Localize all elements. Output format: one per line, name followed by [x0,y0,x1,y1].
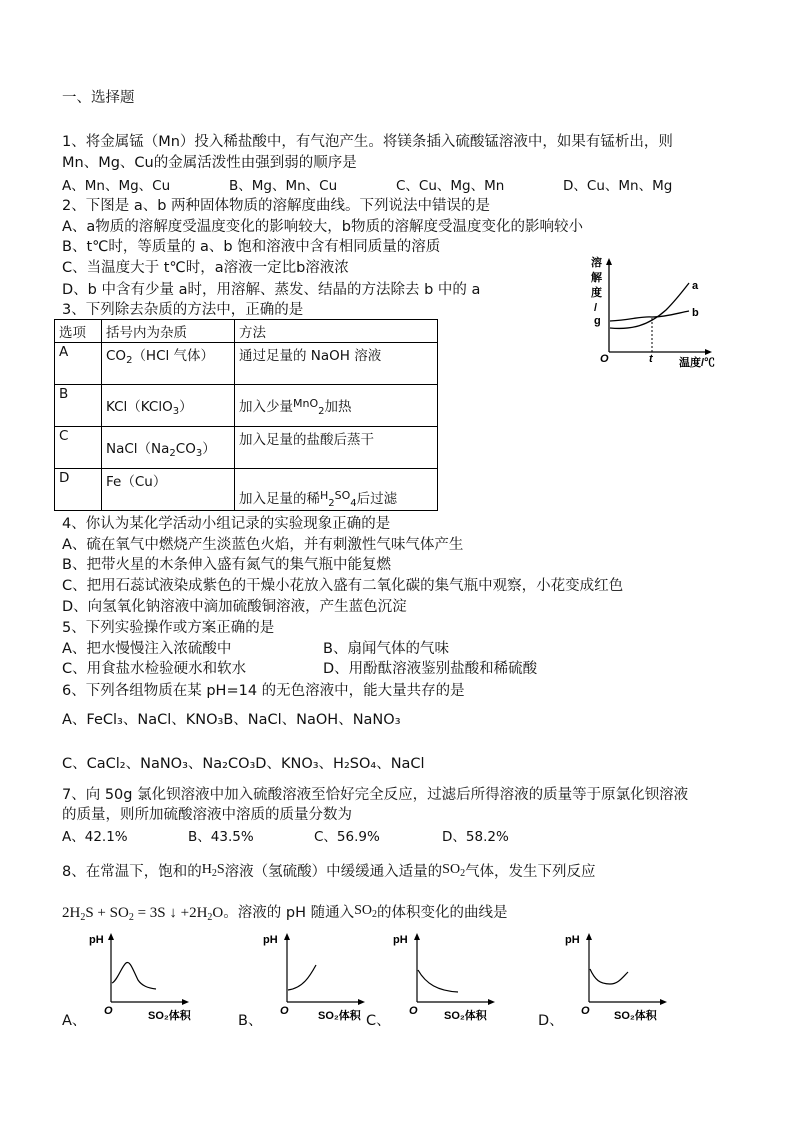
q8-equation-line: $2H_2S + SO_2 = 3S$ ↓ $+2H_2O$。溶液的 pH 随通入$SO_2$的体积变化的曲线是 [62,903,508,923]
header-method: 方法 [235,320,438,343]
curve-a [610,283,689,328]
graph-origin: O [600,353,609,365]
q7-line2: 的质量，则所加硫酸溶液中溶质的质量分数为 [62,807,352,823]
row-b-option: B [55,385,102,427]
q5-option-c: C、用食盐水检验硬水和软水 [62,661,247,677]
q5-option-d: D、用酚酞溶液鉴别盐酸和稀硫酸 [323,661,538,677]
row-a-substance: $CO_2(HCl$ 气体） [102,343,235,385]
q2-option-d: D、b 中含有少量 a时，用溶解、蒸发、结晶的方法除去 b 中的 a [62,282,481,298]
table-row [55,343,438,385]
curve-b-label: b [692,307,699,319]
svg-text:O: O [280,1005,289,1017]
q7-option-c: C、56.9% [314,829,380,845]
svg-text:SO₂体积: SO₂体积 [614,1010,657,1022]
graph-ylabel-2: 解 [591,272,602,284]
curve-b [610,311,689,321]
ph-graph-d [560,928,680,1026]
q2-stem: 2、下图是 a、b 两种固体物质的溶解度曲线。下列说法中错误的是 [62,198,491,214]
row-b-substance: KCl（KClO$_3$） [102,385,235,427]
q7-option-d: D、58.2% [442,829,509,845]
curve-a-label: a [692,280,699,292]
graph-ylabel-3: 度 [591,287,602,299]
q3-stem: 3、下列除去杂质的方法中，正确的是 [62,302,304,318]
svg-text:SO₂体积: SO₂体积 [444,1010,487,1022]
graph-b-letter: B、 [238,1013,263,1029]
row-d-option: D [55,469,102,511]
q8-line1: 8、在常温下，饱和的$H_2S$溶液（氢硫酸）中缓缓通入适量的$SO_2$气体，发生下列反应 [62,862,596,880]
q5-option-a: A、把水慢慢注入浓硫酸中 [62,641,232,657]
graph-ylabel-4: / [594,302,598,314]
q7-line1: 7、向 50g 氯化钡溶液中加入硫酸溶液至恰好完全反应，过滤后所得溶液的质量等于原氯化钡溶液 [62,787,689,803]
q4-option-a: A、硫在氧气中燃烧产生淡蓝色火焰，并有刺激性气味气体产生 [62,537,464,553]
svg-text:pH: pH [393,934,408,946]
table-row [55,469,438,511]
q5-option-b: B、扇闻气体的气味 [323,641,449,657]
section-title: 一、选择题 [62,90,135,106]
svg-text:pH: pH [263,934,278,946]
graph-c-letter: C、 [366,1013,391,1029]
q7-option-a: A、42.1% [62,829,128,845]
q1-option-c: C、Cu、Mg、Mn [396,178,505,194]
svg-text:SO₂体积: SO₂体积 [148,1010,191,1022]
graph-a-letter: A、 [62,1013,87,1029]
graph-xlabel: 温度/℃ [679,357,716,369]
ph-graph-a [84,928,204,1026]
q4-option-d: D、向氢氧化钠溶液中滴加硫酸铜溶液，产生蓝色沉淀 [62,599,407,615]
table-row [55,385,438,427]
table-row [55,427,438,469]
row-c-substance: $NaCl(Na_2CO_3)$ [102,427,235,469]
graph-ylabel-1: 溶 [591,257,602,269]
q3-table [54,319,438,511]
q4-option-b: B、把带火星的木条伸入盛有氮气的集气瓶中能复燃 [62,557,391,573]
q6-line-c: C、CaCl₂、NaNO₃、Na₂CO₃D、KNO₃、H₂SO₄、NaCl [62,756,425,772]
q1-option-a: A、Mn、Mg、Cu [62,178,171,194]
svg-text:O: O [409,1005,418,1017]
q1-line2: Mn、Mg、Cu的金属活泼性由强到弱的顺序是 [62,155,357,171]
ph-graph-b [258,928,378,1026]
row-d-substance: Fe（Cu） [102,469,235,511]
header-option: 选项 [55,320,102,343]
q2-option-c: C、当温度大于 t℃时，a溶液一定比b溶液浓 [62,260,349,276]
q6-stem: 6、下列各组物质在某 pH=14 的无色溶液中，能大量共存的是 [62,683,465,699]
solubility-graph [586,250,736,370]
q5-stem: 5、下列实验操作或方案正确的是 [62,620,275,636]
ph-graph-c [388,928,508,1026]
q1-option-b: B、Mg、Mn、Cu [229,178,338,194]
q7-option-b: B、43.5% [188,829,254,845]
row-c-method: 加入足量的盐酸后蒸干 [235,427,438,469]
q4-option-c: C、把用石蕊试液染成紫色的干燥小花放入盛有二氧化碳的集气瓶中观察，小花变成红色 [62,578,624,594]
row-b-method: 加入少量$^{MnO}_2$加热 [235,385,438,427]
row-c-option: C [55,427,102,469]
row-a-method: 通过足量的 NaOH 溶液 [235,343,438,385]
q2-option-b: B、t℃时，等质量的 a、b 饱和溶液中含有相同质量的溶质 [62,239,441,255]
svg-text:pH: pH [565,934,580,946]
q4-stem: 4、你认为某化学活动小组记录的实验现象正确的是 [62,516,391,532]
graph-t-label: t [649,353,653,365]
svg-text:O: O [104,1005,113,1017]
svg-text:SO₂体积: SO₂体积 [318,1010,361,1022]
q2-option-a: A、a物质的溶解度受温度变化的影响较大，b物质的溶解度受温度变化的影响较小 [62,219,584,235]
q6-line-a: A、FeCl₃、NaCl、KNO₃B、NaCl、NaOH、NaNO₃ [62,712,401,728]
reaction-equation: $2H_2S + SO_2 = 3S$ ↓ $+2H_2O$ [62,905,224,923]
q1-line1: 1、将金属锰（Mn）投入稀盐酸中，有气泡产生。将镁条插入硫酸锰溶液中，如果有锰析出，则 [62,134,673,150]
svg-text:pH: pH [89,934,104,946]
graph-d-letter: D、 [538,1013,564,1029]
graph-ylabel-5: g [594,315,601,327]
svg-text:O: O [581,1005,590,1017]
header-impurity: 括号内为杂质 [102,320,235,343]
row-d-method: 加入足量的稀$^H_2^{SO}_4$后过滤 [235,469,438,511]
q3-table-header [55,320,438,343]
q1-option-d: D、Cu、Mn、Mg [563,178,673,194]
row-a-option: A [55,343,102,385]
